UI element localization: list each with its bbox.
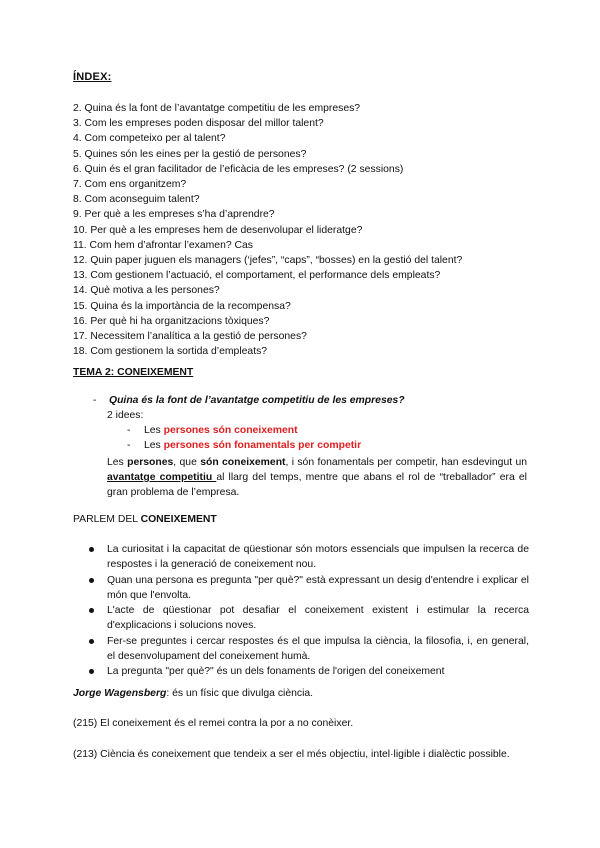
bullet-icon [89,669,94,674]
bullet-icon [89,608,94,613]
bullet-text: La pregunta "per què?" és un dels fonaments de l'origen del coneixement [107,666,445,678]
index-item: 17. Necessitem l’analítica a la gestió de persones? [73,331,307,343]
index-item: 11. Com hem d’afrontar l’examen? Cas [73,239,253,251]
bullet-text: Quan una persona es pregunta "per què?" està expressant un desig d'entendre i explicar el món que l'envolta. [107,574,529,601]
index-item: 3. Com les empreses poden disposar del millor talent? [73,118,324,130]
index-item: 13. Com gestionem l’actuació, el comportament, el performance dels empleats? [73,270,441,282]
index-item: 2. Quina és la font de l’avantatge competitiu de les empreses? [73,103,361,114]
author-line [73,688,313,699]
bullet-item [88,664,529,679]
idea-prefix: Les [144,425,164,436]
idea-item [127,425,298,436]
ideas-label: 2 idees: [107,410,144,421]
bullet-item [88,603,529,634]
index-item: 5. Quines són les eines per la gestió de persones? [73,148,307,160]
para-bold-underlined: avantatge competitiu [107,472,217,484]
index-item: 9. Per què a les empreses s’ha d’aprendre? [73,209,275,221]
bullet-text: La curiositat i la capacitat de qüestionar són motors essencials que impulsen la recerca de respostes i la generació de coneixement nou. [107,544,529,571]
bullet-text: Fer-se preguntes i cercar respostes és el que impulsa la ciència, la filosofia, i, en general, el desenvolupament del coneixement humà. [107,635,529,663]
dash-marker: - [127,425,131,436]
idea-highlight: persones són coneixement [163,425,298,436]
subheading-bold: CONEIXEMENT [140,514,217,525]
para-bold: són coneixement [200,457,286,468]
index-item: 7. Com ens organitzem? [73,179,187,191]
index-item: 4. Com competeixo per al talent? [73,133,226,145]
index-item: 6. Quin és el gran facilitador de l’eficàcia de les empreses? (2 sessions) [73,163,404,175]
index-item: 10. Per què a les empreses hem de desenvolupar el lideratge? [73,224,363,236]
index-item: 16. Per què hi ha organitzacions tòxiques? [73,315,270,327]
quote: (215) El coneixement és el remei contra la por a no conèixer. [73,718,354,729]
para-bold: persones [127,457,174,468]
para-text: Les [107,457,128,468]
index-item: 12. Quin paper juguen els managers (‘jefes”, “caps”, “bosses) en la gestió del talent? [73,255,463,267]
bullet-icon [89,639,94,644]
dash-marker: - [93,395,97,406]
para-text: , que [173,457,201,468]
bullet-icon [89,547,94,552]
explanation-paragraph [107,455,527,501]
bullet-icon [89,578,94,583]
idea-prefix: Les [144,440,164,451]
section-title: TEMA 2: CONEIXEMENT [73,367,194,378]
bullet-item [88,634,529,665]
bullet-item [88,573,529,604]
idea-item [127,440,361,451]
dash-marker: - [127,440,131,451]
author-name: Jorge Wagensberg [73,688,167,699]
quote: (213) Ciència és coneixement que tendeix a ser el més objectiu, intel·ligible i dialèctic possible. [73,749,510,760]
para-text: , i són fonamentals per competir, han esdevingut un [285,457,528,468]
index-item: 15. Quina és la importància de la recompensa? [73,300,291,312]
question-text: Quina és la font de l’avantatge competitiu de les empreses? [109,395,405,406]
subheading [73,514,217,525]
index-item: 14. Què motiva a les persones? [73,285,220,297]
bullet-item [88,542,529,573]
para-text: al llarg del temps, mentre que abans el rol de “treballador” era el gran problema de l’empresa. [107,472,527,499]
question-line [93,395,405,406]
idea-highlight: persones són fonamentals per competir [163,440,362,451]
index-title: ÍNDEX: [73,71,112,83]
subheading-prefix: PARLEM DEL [73,514,141,525]
bullet-list [88,542,529,680]
author-description: : és un físic que divulga ciència. [166,688,314,699]
index-list [73,101,462,359]
index-item: 8. Com aconseguim talent? [73,194,200,206]
index-item: 18. Com gestionem la sortida d’empleats? [73,346,268,358]
bullet-text: L'acte de qüestionar pot desafiar el coneixement existent i estimular la recerca d'explicacions i solucions noves. [107,605,529,632]
